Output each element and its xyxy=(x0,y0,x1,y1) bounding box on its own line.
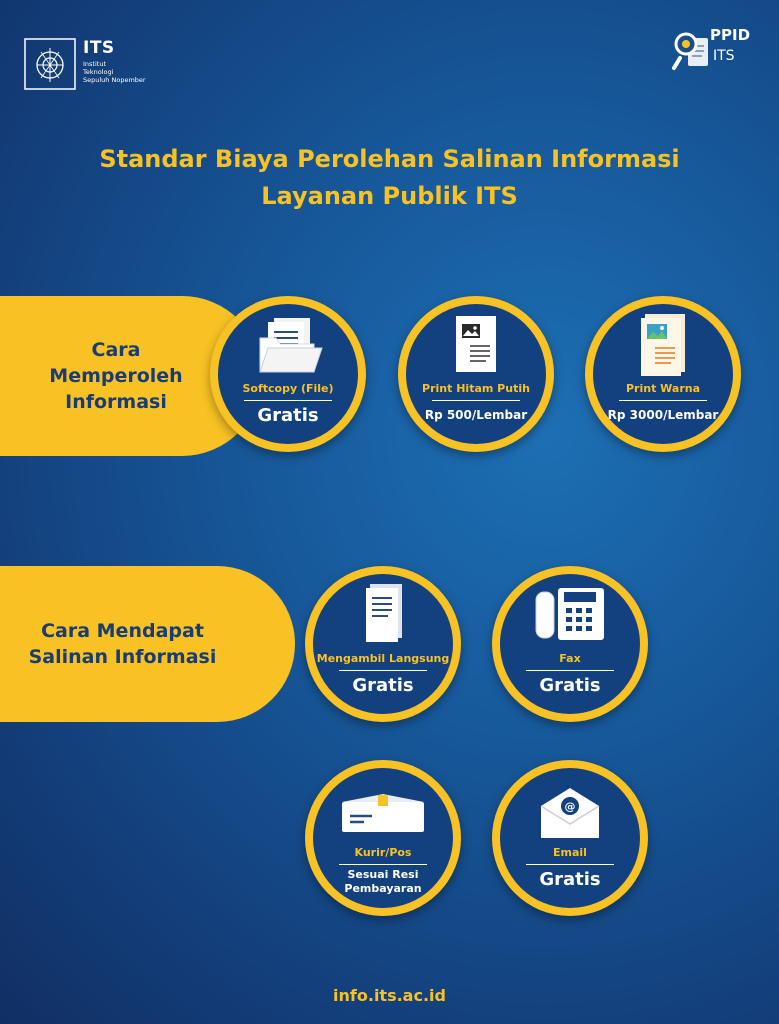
option-label: Print Hitam Putih xyxy=(422,382,530,395)
section-label-mendapat xyxy=(0,566,295,722)
option-price: Gratis xyxy=(257,405,319,426)
section-label-line: Memperoleh xyxy=(49,365,183,387)
its-logo xyxy=(24,38,164,94)
svg-text:@: @ xyxy=(564,800,576,813)
option-price: Gratis xyxy=(352,675,414,696)
option-price: Rp 3000/Lembar xyxy=(607,408,719,422)
option-label: Fax xyxy=(559,652,581,665)
folder-icon xyxy=(248,314,328,378)
section-label-line: Cara xyxy=(91,339,141,361)
email-envelope-icon xyxy=(535,784,605,844)
page-title-line-1: Standar Biaya Perolehan Salinan Informasi xyxy=(99,145,680,173)
section-label-line: Salinan Informasi xyxy=(28,646,217,668)
its-logo-subtitle xyxy=(83,60,146,84)
bw-print-document-icon xyxy=(446,312,506,378)
option-label: Print Warna xyxy=(625,382,701,395)
document-icon xyxy=(358,582,408,648)
fax-icon xyxy=(530,582,610,648)
its-logo-line: Institut xyxy=(83,60,106,68)
divider xyxy=(339,864,427,865)
footer-url: info.its.ac.id xyxy=(333,986,446,1005)
option-label: Softcopy (File) xyxy=(242,382,334,395)
option-price: Gratis xyxy=(539,869,601,890)
option-price-line: Pembayaran xyxy=(344,882,422,895)
package-icon xyxy=(338,790,428,840)
ppid-logo xyxy=(672,26,762,86)
its-logo-name: ITS xyxy=(83,38,115,58)
divider xyxy=(526,864,614,865)
option-print-warna xyxy=(585,296,741,452)
color-print-document-icon xyxy=(633,312,693,378)
divider xyxy=(244,400,332,401)
option-label: Email xyxy=(553,846,587,859)
its-logo-line: Teknologi xyxy=(83,68,114,76)
section-label-line: Informasi xyxy=(65,391,167,413)
option-price-line: Sesuai Resi xyxy=(347,868,419,881)
its-emblem-icon xyxy=(24,38,76,90)
option-label: Kurir/Pos xyxy=(354,846,412,859)
section-label-line: Cara Mendapat xyxy=(41,620,204,642)
option-label: Mengambil Langsung xyxy=(316,652,450,665)
option-print-hitam-putih xyxy=(398,296,554,452)
ppid-logo-text: PPID xyxy=(710,26,751,44)
option-mengambil-langsung xyxy=(305,566,461,722)
divider xyxy=(526,670,614,671)
option-kurir-pos xyxy=(305,760,461,916)
option-email xyxy=(492,760,648,916)
divider xyxy=(432,400,520,401)
divider xyxy=(339,670,427,671)
magnifier-document-icon xyxy=(672,28,712,74)
option-price: Gratis xyxy=(539,675,601,696)
option-fax xyxy=(492,566,648,722)
page-title-line-2: Layanan Publik ITS xyxy=(261,182,518,210)
option-price: Rp 500/Lembar xyxy=(424,408,528,422)
option-softcopy xyxy=(210,296,366,452)
divider xyxy=(619,400,707,401)
option-price xyxy=(313,868,453,896)
its-logo-line: Sepuluh Nopember xyxy=(83,76,146,84)
ppid-logo-its: ITS xyxy=(713,48,735,64)
